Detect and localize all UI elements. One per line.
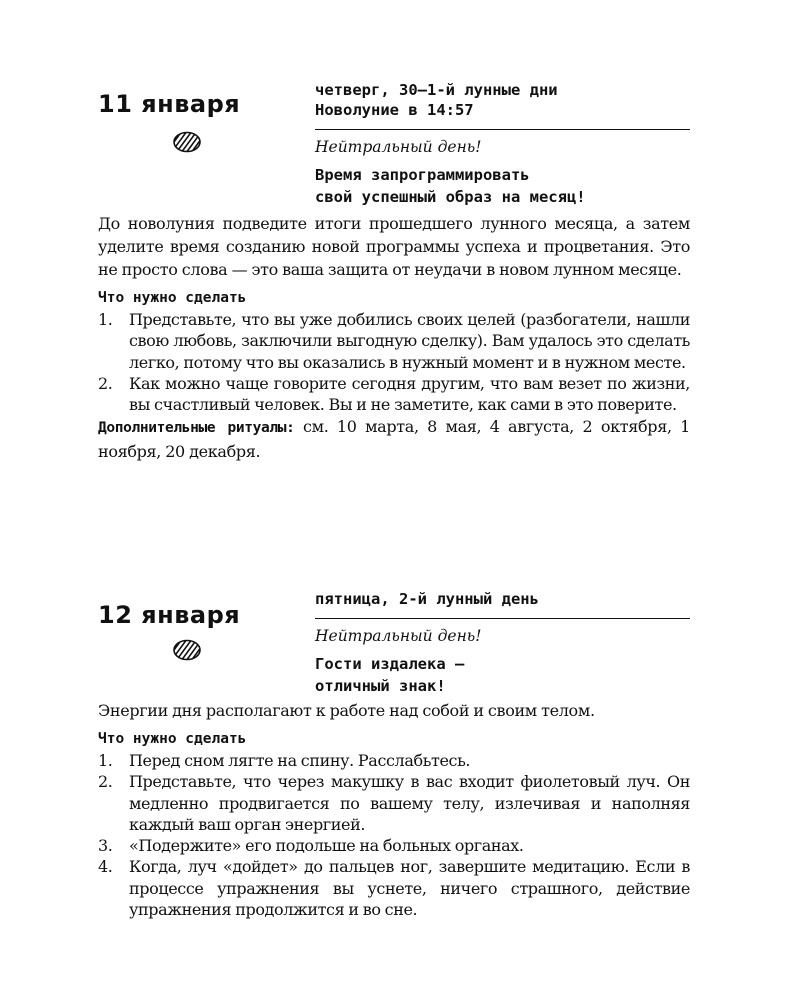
entry-date: 11 января	[98, 90, 241, 118]
extra-rituals: Дополнительные ритуалы: см. 10 марта, 8 мая, 4 августа, 2 октября, 1 ноября, 20 декабря.	[98, 417, 691, 462]
list-item: 2. Представьте, что через макушку в вас входит фиолетовый луч. Он медленно продвигается по вашему телу, излечивая и наполняя каждый ваш орган энергией.	[98, 772, 690, 834]
list-item: 4. Когда, луч «дойдет» до пальцев ног, завершите медитацию. Если в процессе упражнения вы уснете, ничего страшного, действие упражнения продолжится и во сне.	[98, 857, 690, 920]
intro-paragraph: До новолуния подведите итоги прошедшего лунного месяца, а затем уделите время созданию новой программы успеха и процветания. Это не просто слова — это ваша защита от неудачи в новом лунном месяце.	[98, 214, 690, 279]
day-header	[315, 80, 690, 208]
entry-body	[98, 212, 690, 463]
weekday-lunar-days: пятница, 2-й лунный день	[315, 590, 539, 608]
entry-body	[98, 699, 690, 920]
todo-list	[98, 750, 690, 920]
entry-date: 12 января	[98, 601, 241, 629]
new-moon-hatched-icon	[172, 131, 202, 153]
weekday-lunar-days: четверг, 30–1-й лунные дни	[315, 81, 558, 99]
list-item: 1. Перед сном лягте на спину. Расслабьтесь.	[98, 751, 471, 770]
day-header	[315, 589, 690, 697]
list-item: 2. Как можно чаще говорите сегодня другим, что вам везет по жизни, вы счастливый человек. Вы и не заметите, как сами в это поверите.	[98, 373, 690, 415]
list-item: 3. «Подержите» его подольше на больных органах.	[98, 836, 524, 856]
todo-title: Что нужно сделать	[98, 731, 247, 747]
new-moon-time: Новолуние в 14:57	[315, 101, 474, 119]
day-slogan: Время запрограммировать свой успешный образ на месяц!	[315, 166, 586, 206]
day-slogan: Гости издалека — отличный знак!	[315, 655, 465, 695]
divider	[315, 129, 690, 130]
intro-paragraph: Энергии дня располагают к работе над собой и своим телом.	[98, 701, 595, 720]
new-moon-hatched-icon	[172, 639, 202, 661]
list-item: 1. Представьте, что вы уже добились своих целей (разбогатели, нашли свою любовь, заключили выгодную сделку). Вам удалось это сделать легко, потому что вы оказались в нужный момент и в нужном месте.	[98, 310, 690, 372]
day-type: Нейтральный день!	[315, 627, 482, 645]
todo-list	[98, 309, 690, 415]
todo-title: Что нужно сделать	[98, 290, 247, 306]
day-type: Нейтральный день!	[315, 138, 482, 156]
divider	[315, 618, 690, 619]
